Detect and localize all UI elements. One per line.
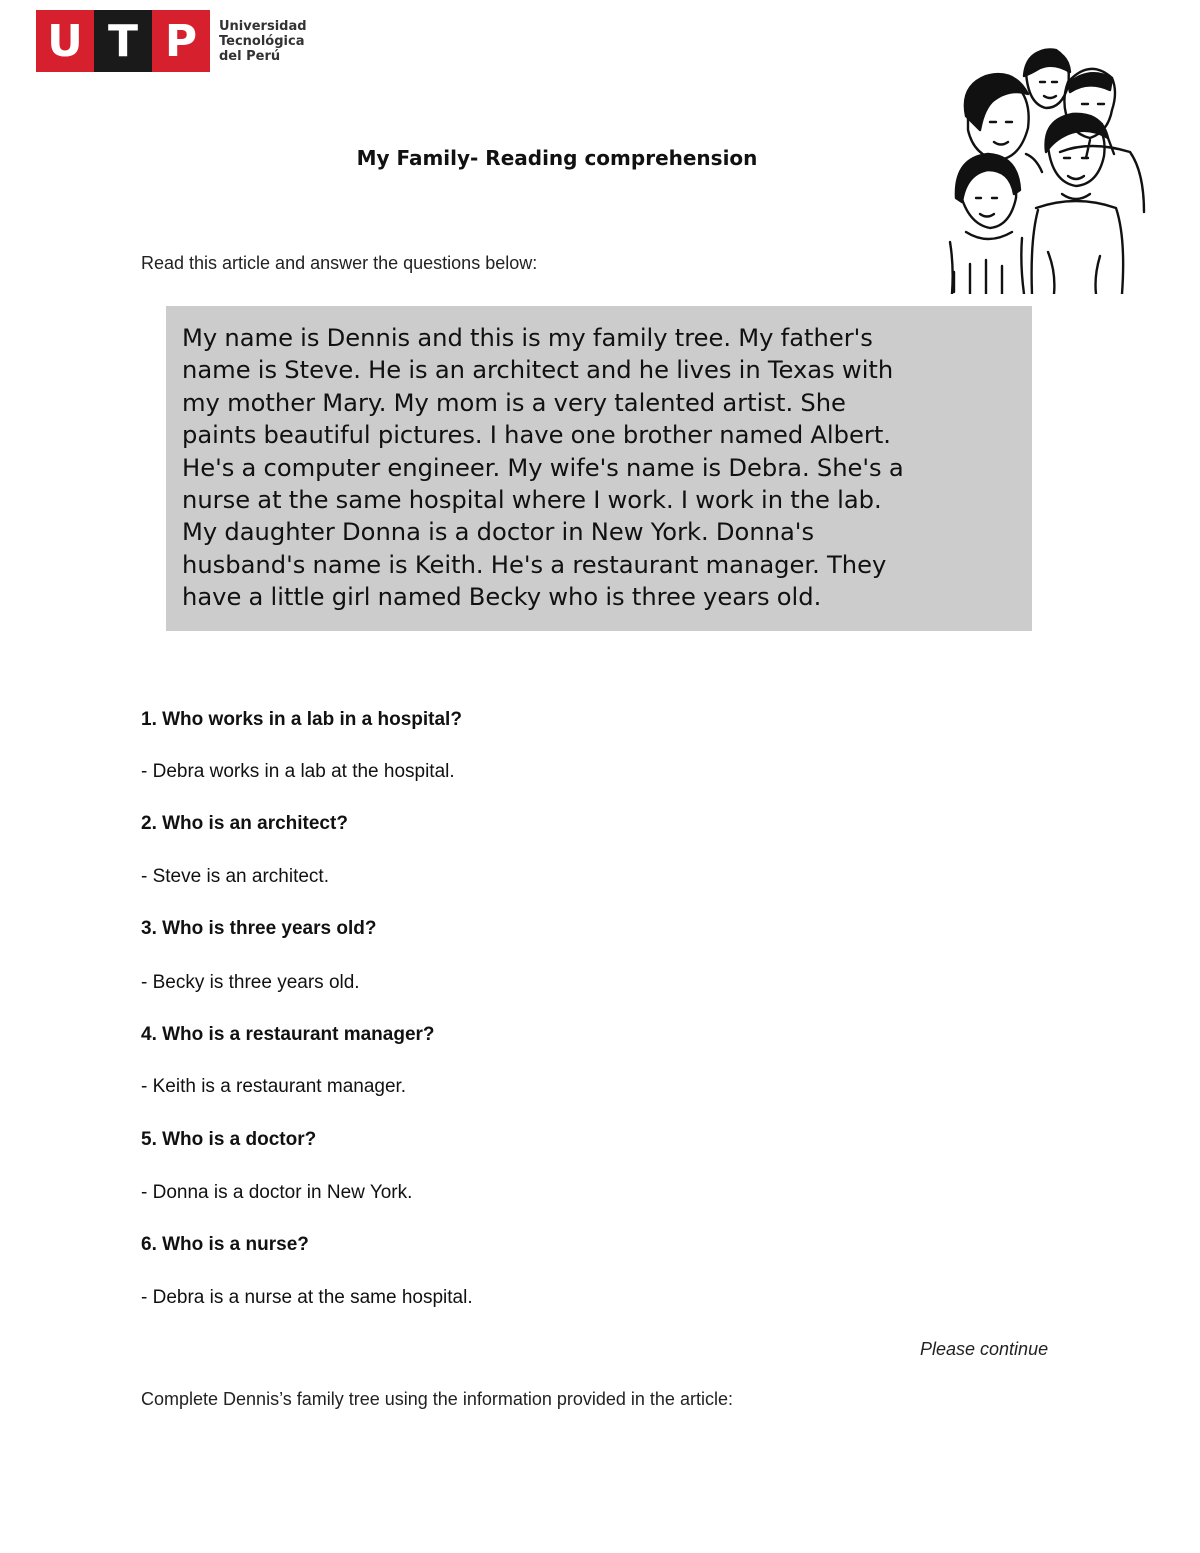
page-title: My Family- Reading comprehension xyxy=(356,146,758,170)
article-line: My daughter Donna is a doctor in New York. Donna's xyxy=(182,518,815,547)
logo-letter-t: T xyxy=(94,10,152,72)
answer-5: - Donna is a doctor in New York. xyxy=(141,1182,413,1203)
article-line: paints beautiful pictures. I have one brother named Albert. xyxy=(182,421,891,450)
question-2: 2. Who is an architect? xyxy=(141,813,348,834)
question-3: 3. Who is three years old? xyxy=(141,918,377,939)
logo-text-line: Tecnológica xyxy=(219,33,305,49)
article-line: husband's name is Keith. He's a restaurant manager. They xyxy=(182,550,887,579)
question-6: 6. Who is a nurse? xyxy=(141,1234,309,1255)
article-line: nurse at the same hospital where I work. I work in the lab. xyxy=(182,486,882,515)
utp-logo xyxy=(36,10,307,72)
logo-text-line: Universidad xyxy=(219,18,307,34)
answer-4: - Keith is a restaurant manager. xyxy=(141,1076,407,1097)
article-line: My name is Dennis and this is my family tree. My father's xyxy=(182,324,873,352)
answer-1: - Debra works in a lab at the hospital. xyxy=(141,761,455,782)
logo-letter-p: P xyxy=(152,10,210,72)
logo-letter-u: U xyxy=(36,10,94,72)
article-line: my mother Mary. My mom is a very talented artist. She xyxy=(182,388,846,417)
article-box xyxy=(166,306,1032,631)
answer-3: - Becky is three years old. xyxy=(141,972,360,993)
article-line: name is Steve. He is an architect and he lives in Texas with xyxy=(182,356,894,385)
family-illustration-icon xyxy=(940,42,1150,294)
question-1: 1. Who works in a lab in a hospital? xyxy=(141,709,462,730)
logo-text xyxy=(219,19,307,64)
please-continue-note: Please continue xyxy=(920,1339,1049,1359)
question-4: 4. Who is a restaurant manager? xyxy=(141,1024,435,1045)
article-line: He's a computer engineer. My wife's name is Debra. She's a xyxy=(182,453,904,482)
answer-2: - Steve is an architect. xyxy=(141,866,329,887)
article-text xyxy=(182,322,1022,614)
answer-6: - Debra is a nurse at the same hospital. xyxy=(141,1287,473,1308)
logo-text-line: del Perú xyxy=(219,48,281,64)
instructions-text: Read this article and answer the questions below: xyxy=(141,253,538,273)
family-tree-instruction: Complete Dennis’s family tree using the information provided in the article: xyxy=(141,1389,733,1409)
question-5: 5. Who is a doctor? xyxy=(141,1129,317,1150)
article-line: have a little girl named Becky who is three years old. xyxy=(182,583,822,612)
